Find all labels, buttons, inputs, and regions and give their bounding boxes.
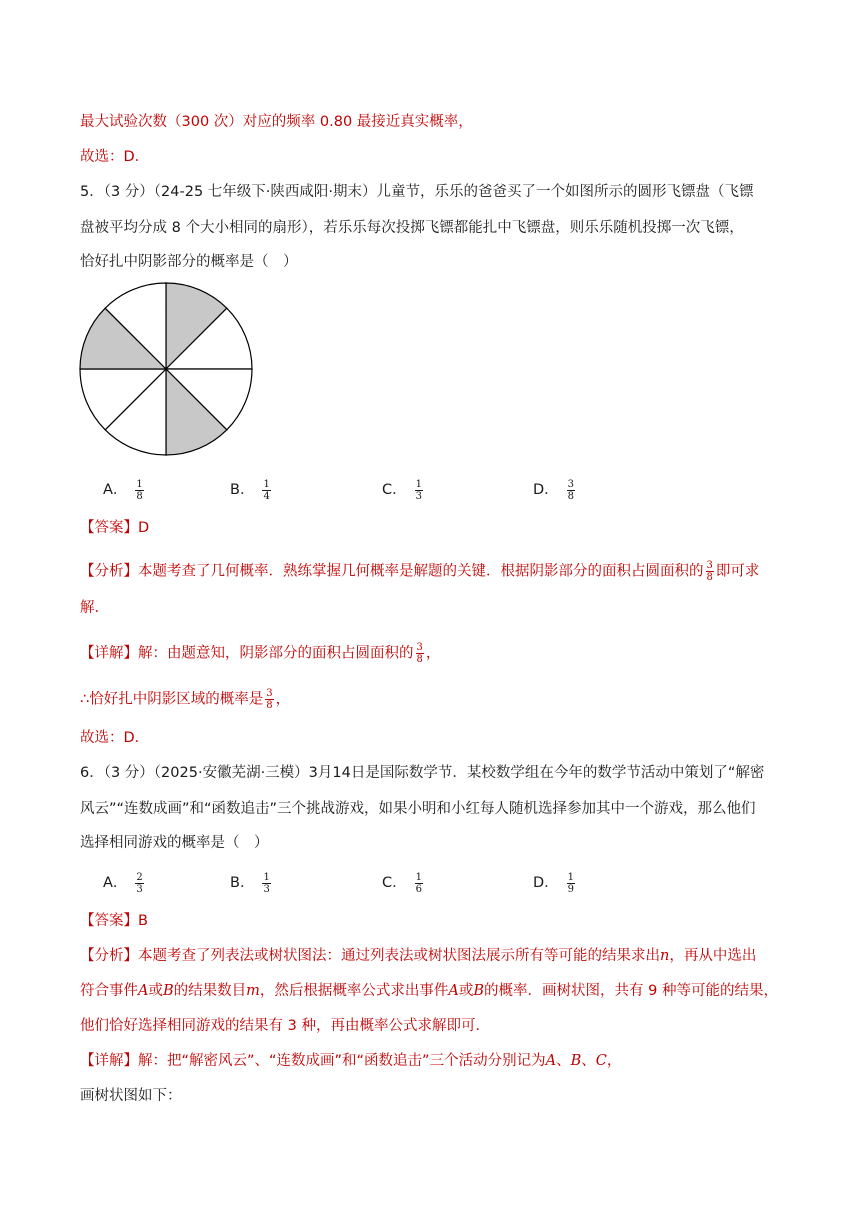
fraction: $\frac{1}{4}$: [263, 478, 270, 502]
q5-option-a[interactable]: A． $\frac{1}{8}$: [103, 478, 143, 502]
q6-option-a[interactable]: A． $\frac{2}{3}$: [103, 871, 143, 895]
q6-option-d[interactable]: D． $\frac{1}{9}$: [533, 871, 575, 895]
fraction: $\frac{3}{8}$: [567, 478, 575, 502]
q6-answer: 【答案】B: [80, 913, 148, 929]
q6-stem-line-2: 风云”“连数成画”和“函数追击”三个挑战游戏，如果小明和小红每人随机选择参加其中一个游戏，那么他们: [80, 801, 756, 817]
fraction: $\frac{1}{6}$: [415, 871, 422, 895]
q6-analysis-line-1: 【分析】本题考查了列表法或树状图法：通过列表法或树状图法展示所有等可能的结果求出n，再从中选出: [80, 948, 757, 964]
q5-detail: 【详解】解：由题意知，阴影部分的面积占圆面积的 $\frac{3}{8}$ ，: [80, 642, 441, 665]
q6-analysis-line-2: 符合事件A或B的结果数目m，然后根据概率公式求出事件A或B的概率．画树状图，共有 9 种等可能的结果，: [80, 983, 778, 999]
fraction: $\frac{1}{3}$: [415, 478, 422, 502]
prev-conclusion: 故选：D．: [80, 149, 150, 165]
prev-explanation-line: 最大试验次数（300 次）对应的频率 0.80 最接近真实概率，: [80, 114, 473, 130]
dartboard-figure: [76, 280, 256, 460]
fraction: $\frac{1}{8}$: [136, 478, 143, 502]
q5-analysis-line-1: 【分析】本题考查了几何概率．熟练掌握几何概率是解题的关键．根据阴影部分的面积占圆面积的 $\frac{3}{8}$ 即可求: [80, 560, 760, 583]
q5-therefore: ∴恰好扎中阴影区域的概率是 $\frac{3}{8}$ ，: [80, 688, 291, 711]
q6-option-b[interactable]: B． $\frac{1}{3}$: [230, 871, 270, 895]
q6-tree-intro: 画树状图如下：: [80, 1088, 182, 1104]
q5-stem-line-3: 恰好扎中阴影部分的概率是（ ）: [80, 254, 298, 270]
q6-stem-line-3: 选择相同游戏的概率是（ ）: [80, 835, 269, 851]
q5-option-b[interactable]: B． $\frac{1}{4}$: [230, 478, 270, 502]
q5-stem-line-2: 盘被平均分成 8 个大小相同的扇形），若乐乐每次投掷飞镖都能扎中飞镖盘，则乐乐随机投掷一次飞镖，: [80, 220, 744, 236]
q5-answer: 【答案】D: [80, 520, 150, 536]
q6-option-c[interactable]: C． $\frac{1}{6}$: [382, 871, 422, 895]
q5-stem-line-1: 5．（3 分）（24-25 七年级下·陕西咸阳·期末）儿童节，乐乐的爸爸买了一个如图所示的圆形飞镖盘（飞镖: [80, 184, 754, 200]
q5-conclusion: 故选：D．: [80, 730, 150, 746]
q5-option-c[interactable]: C． $\frac{1}{3}$: [382, 478, 422, 502]
q6-stem-line-1: 6．（3 分）（2025·安徽芜湖·三模）3月14日是国际数学节．某校数学组在今年的数学节活动中策划了“解密: [80, 765, 765, 781]
fraction: $\frac{1}{3}$: [263, 871, 270, 895]
q5-analysis-line-2: 解．: [80, 600, 109, 616]
fraction: $\frac{1}{9}$: [567, 871, 575, 895]
q6-analysis-line-3: 他们恰好选择相同游戏的结果有 3 种，再由概率公式求解即可．: [80, 1018, 490, 1034]
fraction: $\frac{2}{3}$: [136, 871, 143, 895]
q6-detail: 【详解】解：把“解密风云”、“连数成画”和“函数追击”三个活动分别记为A、B、C，: [80, 1053, 622, 1069]
q5-option-d[interactable]: D． $\frac{3}{8}$: [533, 478, 575, 502]
